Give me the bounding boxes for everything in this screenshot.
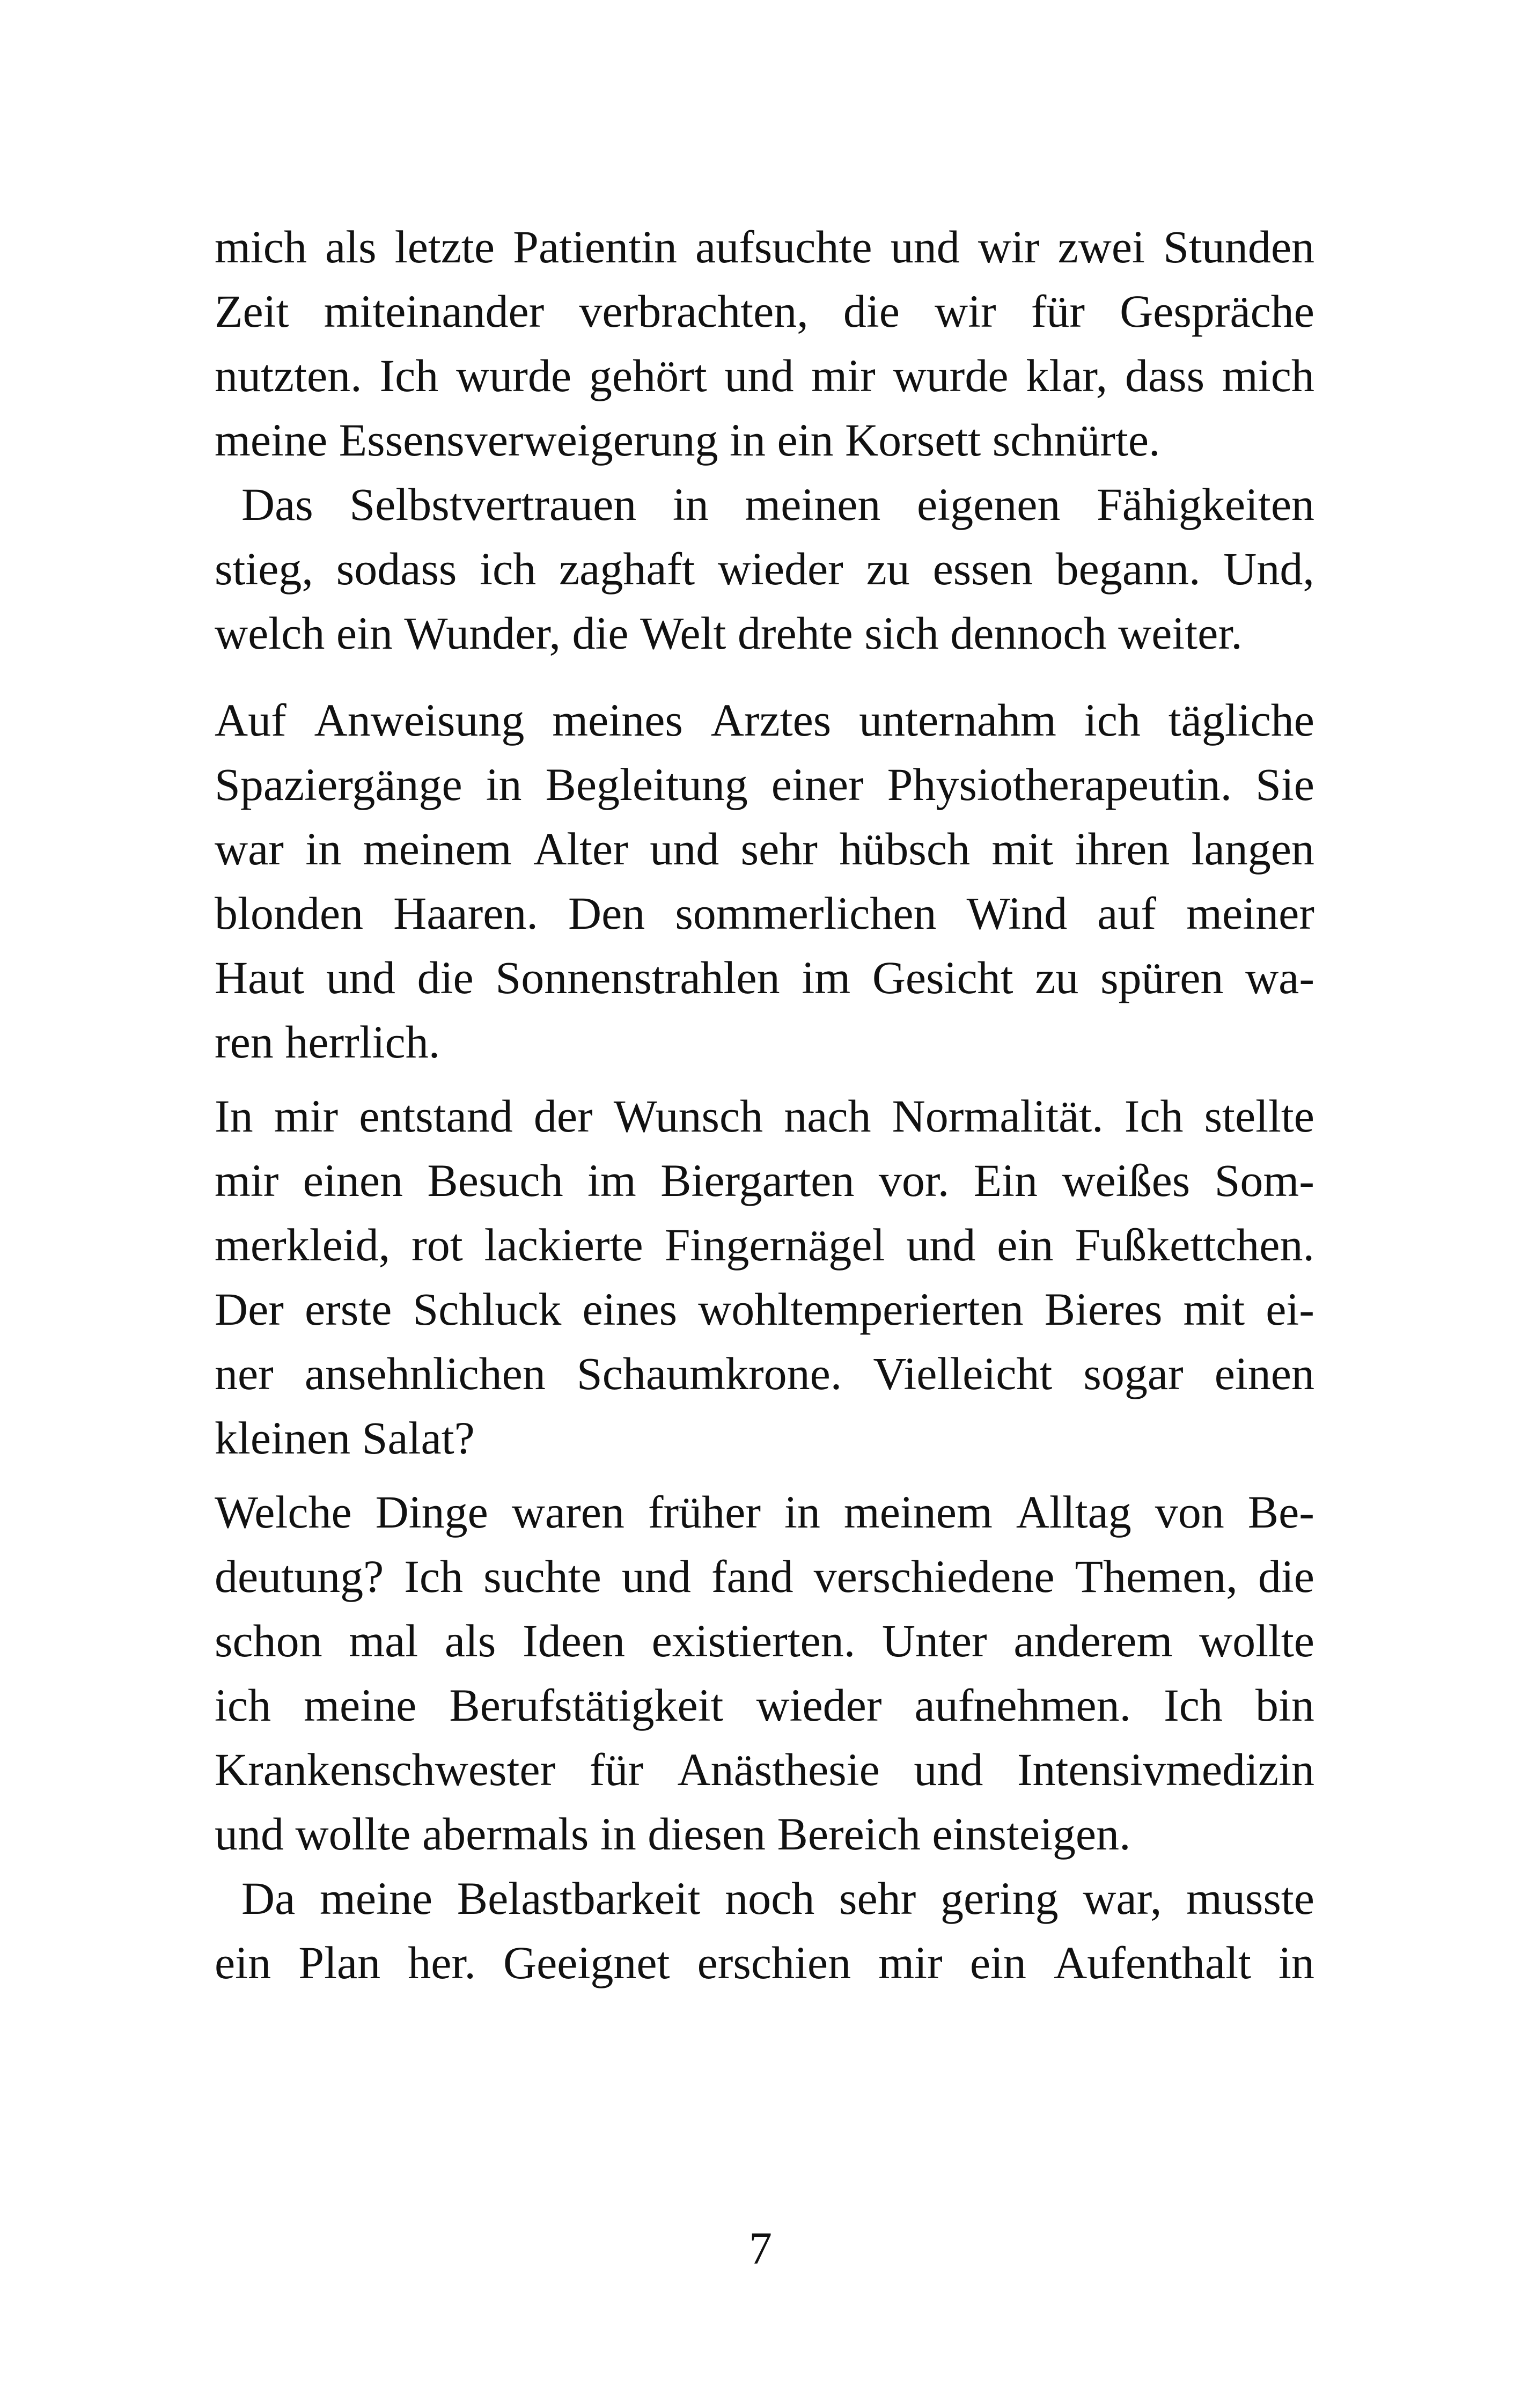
word: suchte xyxy=(483,1551,601,1602)
word: in xyxy=(672,479,709,530)
text-line xyxy=(215,1010,1314,1074)
word: Be- xyxy=(1247,1486,1314,1538)
text-line xyxy=(215,1084,1314,1148)
word: Ich xyxy=(379,350,439,401)
word: wurde xyxy=(456,350,572,401)
word: Intensivmedizin xyxy=(1017,1744,1314,1795)
word: vor. xyxy=(878,1155,950,1206)
word: wieder xyxy=(717,543,843,594)
text-line xyxy=(215,1480,1314,1544)
word: meines xyxy=(552,694,683,746)
word: sogar xyxy=(1083,1348,1184,1399)
word: sommerlichen xyxy=(675,887,937,939)
text-line xyxy=(215,1213,1314,1277)
word: Bieres xyxy=(1044,1283,1163,1335)
word: herrlich. xyxy=(285,1016,440,1068)
word: Schaumkrone. xyxy=(576,1348,842,1399)
word: Gespräche xyxy=(1120,285,1314,337)
word: Stunden xyxy=(1163,221,1314,273)
word: ein xyxy=(336,607,393,659)
word: im xyxy=(587,1155,636,1206)
word: Selbstvertrauen xyxy=(349,479,637,530)
word: Fähigkeiten xyxy=(1096,479,1314,530)
word: dennoch xyxy=(950,607,1107,659)
text-line xyxy=(215,343,1314,408)
word: Wind xyxy=(966,887,1068,939)
paragraph-4 xyxy=(215,1084,1314,1470)
word: ren xyxy=(215,1016,274,1068)
word: einsteigen. xyxy=(932,1808,1131,1860)
word: Arztes xyxy=(710,694,832,746)
word: blonden xyxy=(215,887,364,939)
text-line xyxy=(215,1277,1314,1341)
word: Der xyxy=(215,1283,284,1335)
word: meinem xyxy=(843,1486,993,1538)
word: ein xyxy=(997,1219,1054,1271)
text-line xyxy=(215,1406,1314,1470)
word: und xyxy=(914,1744,983,1795)
word: mich xyxy=(1222,350,1314,401)
word: Gesicht xyxy=(872,952,1013,1003)
word: zu xyxy=(1035,952,1079,1003)
word: nach xyxy=(784,1090,871,1142)
word: und xyxy=(890,221,960,273)
text-line xyxy=(215,1544,1314,1609)
word: Ideen xyxy=(522,1615,625,1666)
word: Ich xyxy=(1124,1090,1184,1142)
word: weißes xyxy=(1062,1155,1191,1206)
word: als xyxy=(444,1615,496,1666)
word: dass xyxy=(1125,350,1205,401)
word: im xyxy=(802,952,851,1003)
word: ihren xyxy=(1075,823,1170,875)
word: begann. xyxy=(1055,543,1201,594)
word: zwei xyxy=(1057,221,1145,273)
word: deutung? xyxy=(215,1551,384,1602)
word: miteinander xyxy=(324,285,545,337)
word: tägliche xyxy=(1168,694,1314,746)
word: her. xyxy=(408,1937,476,1988)
word: gehört xyxy=(589,350,707,401)
word: stellte xyxy=(1204,1090,1314,1142)
text-line xyxy=(215,752,1314,817)
word: Zeit xyxy=(215,285,289,337)
word: unternahm xyxy=(859,694,1056,746)
text-line xyxy=(215,1737,1314,1802)
word: früher xyxy=(648,1486,761,1538)
word: ein xyxy=(215,1937,271,1988)
text-line xyxy=(215,1341,1314,1406)
word: stieg, xyxy=(215,543,313,594)
word: Und, xyxy=(1223,543,1314,594)
word: wollte xyxy=(1199,1615,1314,1666)
word: zaghaft xyxy=(559,543,695,594)
word: Belastbarkeit xyxy=(457,1873,701,1924)
word: wir xyxy=(978,221,1040,273)
body-text xyxy=(215,215,1314,1995)
word: die xyxy=(417,952,474,1003)
word: wir xyxy=(934,285,996,337)
word: und xyxy=(650,823,719,875)
word: Haaren. xyxy=(393,887,538,939)
word: Korsett xyxy=(845,414,981,466)
word: Physiotherapeutin. xyxy=(887,759,1232,810)
word: war, xyxy=(1083,1873,1162,1924)
word: erste xyxy=(304,1283,392,1335)
word: mir xyxy=(215,1155,279,1206)
word: Geeignet xyxy=(503,1937,670,1988)
word: sehr xyxy=(740,823,818,875)
word: meinem xyxy=(363,823,512,875)
word: Essensverweigerung xyxy=(339,414,718,466)
text-line xyxy=(215,472,1314,537)
word: aufsuchte xyxy=(695,221,872,273)
word: aufnehmen. xyxy=(914,1679,1131,1731)
word: mich xyxy=(215,221,307,273)
word: In xyxy=(215,1090,253,1142)
word: Begleitung xyxy=(545,759,748,810)
word: auf xyxy=(1097,887,1157,939)
word: Plan xyxy=(298,1937,381,1988)
word: und xyxy=(724,350,794,401)
word: mit xyxy=(1183,1283,1245,1335)
word: Alltag xyxy=(1016,1486,1131,1538)
word: ansehnlichen xyxy=(304,1348,546,1399)
word: drehte xyxy=(737,607,853,659)
word: Themen, xyxy=(1075,1551,1238,1602)
paragraph-3 xyxy=(215,688,1314,1074)
text-line xyxy=(215,1930,1314,1995)
word: Das xyxy=(241,479,313,530)
word: meinen xyxy=(745,479,881,530)
word: Besuch xyxy=(427,1155,563,1206)
word: lackierte xyxy=(484,1219,643,1271)
word: ich xyxy=(480,543,537,594)
word: und xyxy=(906,1219,976,1271)
word: verbrachten, xyxy=(579,285,809,337)
word: zu xyxy=(866,543,910,594)
word: sich xyxy=(864,607,939,659)
text-line xyxy=(215,408,1314,472)
word: nutzten. xyxy=(215,350,362,401)
paragraph-6 xyxy=(215,1866,1314,1995)
text-line xyxy=(215,688,1314,752)
word: die xyxy=(572,607,629,659)
word: Berufstätigkeit xyxy=(449,1679,724,1731)
text-line xyxy=(215,881,1314,945)
word: merkleid, xyxy=(215,1219,391,1271)
word: Vielleicht xyxy=(873,1348,1053,1399)
word: Fußkettchen. xyxy=(1075,1219,1314,1271)
word: in xyxy=(486,759,522,810)
word: ein xyxy=(777,414,834,466)
text-line xyxy=(215,279,1314,343)
word: Alter xyxy=(533,823,628,875)
word: und xyxy=(326,952,395,1003)
word: Wunsch xyxy=(613,1090,763,1142)
word: ei- xyxy=(1266,1283,1314,1335)
word: Spaziergänge xyxy=(215,759,462,810)
word: mir xyxy=(878,1937,943,1988)
word: sodass xyxy=(336,543,457,594)
word: entstand xyxy=(359,1090,513,1142)
paragraph-2 xyxy=(215,472,1314,665)
word: erschien xyxy=(697,1937,851,1988)
text-line xyxy=(215,1148,1314,1213)
word: Krankenschwester xyxy=(215,1744,556,1795)
word: Auf xyxy=(215,694,286,746)
paragraph-5 xyxy=(215,1480,1314,1866)
word: Patientin xyxy=(513,221,677,273)
word: welch xyxy=(215,607,325,659)
word: eigenen xyxy=(917,479,1061,530)
word: diesen xyxy=(648,1808,766,1860)
word: Sonnenstrahlen xyxy=(495,952,780,1003)
word: und xyxy=(621,1551,691,1602)
text-line xyxy=(215,1802,1314,1866)
word: klar, xyxy=(1026,350,1108,401)
word: Anweisung xyxy=(314,694,525,746)
word: rot xyxy=(412,1219,463,1271)
word: Som- xyxy=(1214,1155,1314,1206)
word: einen xyxy=(303,1155,403,1206)
word: ein xyxy=(969,1937,1026,1988)
word: Schluck xyxy=(413,1283,562,1335)
word: mal xyxy=(349,1615,418,1666)
page-number: 7 xyxy=(749,2222,772,2274)
word: eines xyxy=(582,1283,678,1335)
text-line xyxy=(215,537,1314,601)
word: Biergarten xyxy=(660,1155,855,1206)
text-line xyxy=(215,945,1314,1010)
word: langen xyxy=(1191,823,1314,875)
word: spüren xyxy=(1100,952,1224,1003)
word: meiner xyxy=(1186,887,1314,939)
text-line xyxy=(215,1866,1314,1930)
word: und xyxy=(215,1808,284,1860)
word: ich xyxy=(215,1679,271,1731)
word: Da xyxy=(241,1873,296,1924)
word: einen xyxy=(1214,1348,1314,1399)
word: Dinge xyxy=(375,1486,488,1538)
word: wohltemperierten xyxy=(698,1283,1024,1335)
word: die xyxy=(1258,1551,1314,1602)
word: mir xyxy=(811,350,876,401)
word: fand xyxy=(711,1551,793,1602)
word: in xyxy=(784,1486,820,1538)
word: Welt xyxy=(640,607,726,659)
word: weiter. xyxy=(1118,607,1243,659)
word: meine xyxy=(319,1873,433,1924)
word: mir xyxy=(274,1090,339,1142)
word: existierten. xyxy=(651,1615,856,1666)
word: bin xyxy=(1255,1679,1314,1731)
text-line xyxy=(215,601,1314,665)
word: meine xyxy=(304,1679,417,1731)
word: in xyxy=(600,1808,636,1860)
word: anderem xyxy=(1013,1615,1173,1666)
word: Haut xyxy=(215,952,305,1003)
word: schnürte. xyxy=(992,414,1160,466)
word: Bereich xyxy=(777,1808,921,1860)
word: von xyxy=(1155,1486,1224,1538)
word: Normalität. xyxy=(892,1090,1104,1142)
word: gering xyxy=(940,1873,1059,1924)
word: wieder xyxy=(756,1679,882,1731)
text-line xyxy=(215,817,1314,881)
word: wurde xyxy=(893,350,1009,401)
word: Welche xyxy=(215,1486,352,1538)
word: die xyxy=(843,285,900,337)
word: ich xyxy=(1084,694,1141,746)
word: Sie xyxy=(1255,759,1314,810)
word: schon xyxy=(215,1615,322,1666)
word: Salat? xyxy=(362,1412,475,1464)
word: kleinen xyxy=(215,1412,351,1464)
word: waren xyxy=(511,1486,624,1538)
word: letzte xyxy=(394,221,495,273)
word: wollte xyxy=(295,1808,411,1860)
word: meine xyxy=(215,414,328,466)
word: Fingernägel xyxy=(664,1219,885,1271)
word: Unter xyxy=(881,1615,987,1666)
word: Den xyxy=(568,887,645,939)
word: noch xyxy=(725,1873,815,1924)
word: wa- xyxy=(1245,952,1314,1003)
word: ner xyxy=(215,1348,274,1399)
word: in xyxy=(305,823,342,875)
word: verschiedene xyxy=(813,1551,1055,1602)
text-line xyxy=(215,1673,1314,1737)
word: sehr xyxy=(839,1873,916,1924)
word: musste xyxy=(1186,1873,1314,1924)
word: Ein xyxy=(973,1155,1038,1206)
word: für xyxy=(589,1744,643,1795)
text-line xyxy=(215,1609,1314,1673)
word: für xyxy=(1031,285,1085,337)
word: mit xyxy=(991,823,1054,875)
word: Ich xyxy=(1164,1679,1223,1731)
word: Aufenthalt xyxy=(1054,1937,1251,1988)
paragraph-1 xyxy=(215,215,1314,472)
word: Ich xyxy=(404,1551,464,1602)
word: einer xyxy=(771,759,864,810)
word: war xyxy=(215,823,284,875)
word: der xyxy=(533,1090,593,1142)
word: in xyxy=(730,414,766,466)
word: als xyxy=(325,221,377,273)
word: in xyxy=(1278,1937,1314,1988)
text-line xyxy=(215,215,1314,279)
word: Anästhesie xyxy=(677,1744,880,1795)
word: essen xyxy=(932,543,1033,594)
word: hübsch xyxy=(839,823,971,875)
word: abermals xyxy=(422,1808,589,1860)
word: Wunder, xyxy=(404,607,561,659)
